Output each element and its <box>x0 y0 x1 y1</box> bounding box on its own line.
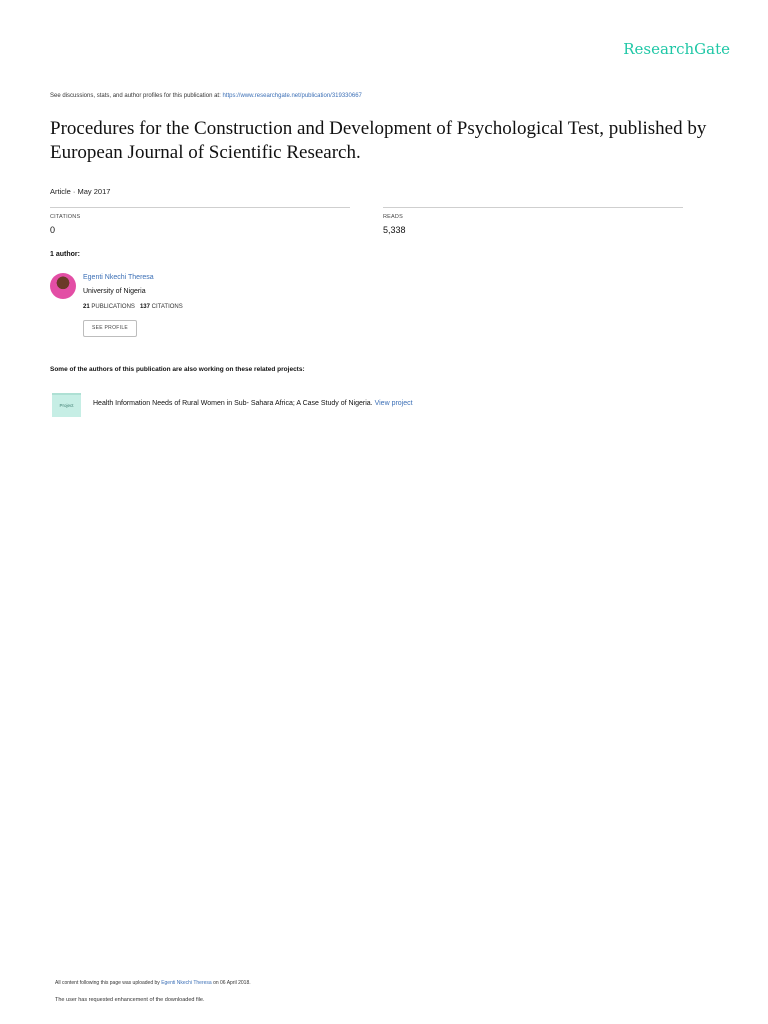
publication-title: Procedures for the Construction and Development of Psychological Test, published by European Journal of Scientific Research. <box>50 118 707 163</box>
authors-heading: 1 author: <box>50 251 80 258</box>
publication-url-link[interactable]: https://www.researchgate.net/publication/319330667 <box>222 93 362 99</box>
reads-label: READS <box>383 214 403 220</box>
enhancement-note: The user has requested enhancement of the downloaded file. <box>55 997 205 1003</box>
citations-label: CITATIONS <box>50 214 81 220</box>
citations-value: 0 <box>50 225 56 235</box>
discussion-line <box>50 93 362 99</box>
author-counts <box>83 304 183 310</box>
discussion-text: See discussions, stats, and author profiles for this publication at: <box>50 93 221 99</box>
project-folder-icon[interactable]: Project <box>52 393 81 417</box>
author-citations-count: 137 <box>139 304 150 310</box>
project-item <box>93 400 413 407</box>
publications-label: PUBLICATIONS <box>91 304 135 310</box>
project-title: Health Information Needs of Rural Women in Sub- Sahara Africa; A Case Study of Nigeria. <box>93 400 373 407</box>
see-profile-button[interactable]: SEE PROFILE <box>83 320 137 337</box>
reads-value: 5,338 <box>383 225 406 235</box>
upload-prefix: All content following this page was uploaded by <box>55 980 160 986</box>
author-citations-label: CITATIONS <box>151 304 183 310</box>
author-name-link[interactable]: Egenti Nkechi Theresa <box>83 274 154 281</box>
view-project-link[interactable]: View project <box>374 400 413 407</box>
publication-meta: Article · May 2017 <box>50 187 111 196</box>
researchgate-logo[interactable]: ResearchGate <box>623 40 730 58</box>
author-avatar[interactable] <box>50 273 76 299</box>
upload-suffix: on 06 April 2018. <box>213 980 251 986</box>
divider-right <box>383 207 683 208</box>
divider-left <box>50 207 350 208</box>
upload-note <box>55 980 251 986</box>
uploader-link[interactable]: Egenti Nkechi Theresa <box>161 980 212 986</box>
publications-count: 21 <box>83 304 90 310</box>
projects-heading: Some of the authors of this publication are also working on these related projects: <box>50 366 305 373</box>
author-affiliation: University of Nigeria <box>83 288 146 295</box>
